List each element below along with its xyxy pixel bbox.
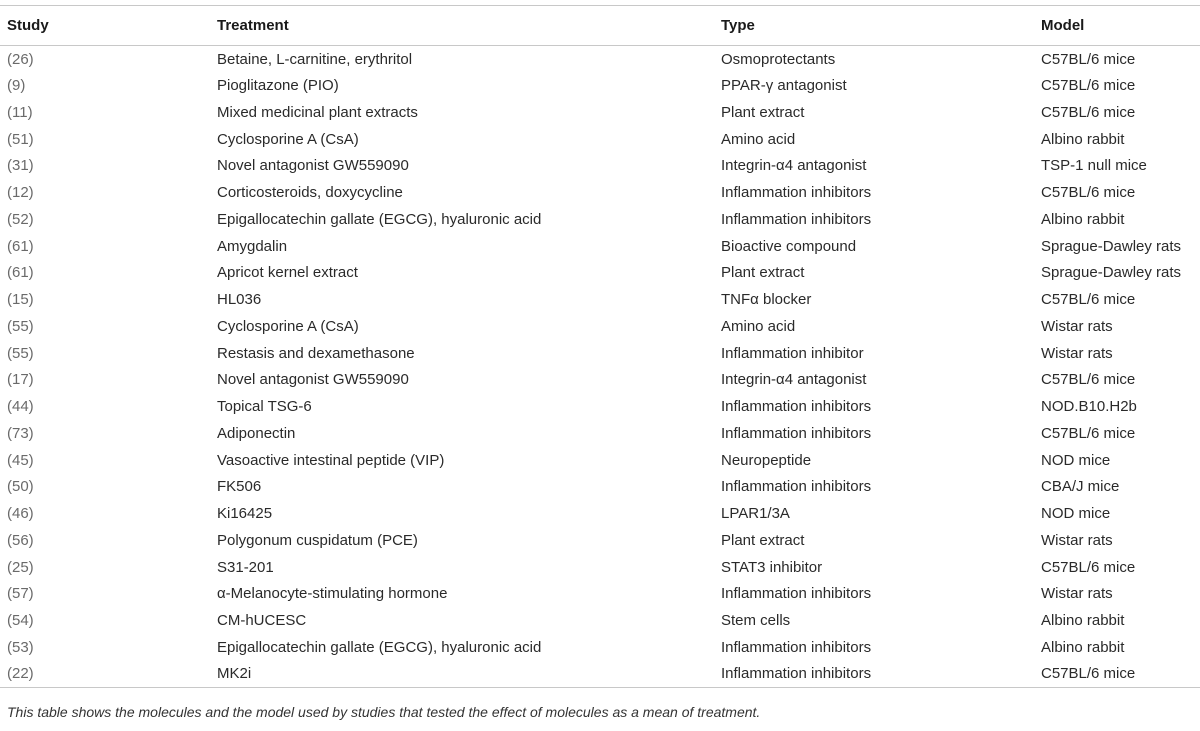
cell-model: Albino rabbit: [1041, 638, 1125, 656]
cell-model: C57BL/6 mice: [1041, 371, 1136, 389]
table-header: [0, 6, 1200, 46]
table-row: [0, 474, 1200, 501]
cell-treatment: S31-201: [217, 558, 274, 576]
cell-study: (53): [7, 638, 34, 656]
cell-treatment: α-Melanocyte-stimulating hormone: [217, 585, 448, 603]
table-row: [0, 153, 1200, 180]
table-caption: This table shows the molecules and the model used by studies that tested the effect of molecules as a mean of treatment.: [7, 704, 761, 720]
cell-type: Amino acid: [721, 317, 796, 335]
cell-study: (25): [7, 558, 34, 576]
table-row: [0, 367, 1200, 394]
cell-model: Albino rabbit: [1041, 612, 1125, 630]
cell-treatment: Novel antagonist GW559090: [217, 157, 409, 175]
cell-model: C57BL/6 mice: [1041, 291, 1136, 309]
table-row: [0, 206, 1200, 233]
cell-model: C57BL/6 mice: [1041, 558, 1136, 576]
cell-treatment: Restasis and dexamethasone: [217, 344, 415, 362]
cell-model: C57BL/6 mice: [1041, 424, 1136, 442]
cell-study: (31): [7, 157, 34, 175]
cell-treatment: Betaine, L-carnitine, erythritol: [217, 50, 413, 68]
cell-treatment: Epigallocatechin gallate (EGCG), hyaluronic acid: [217, 638, 542, 656]
cell-treatment: Cyclosporine A (CsA): [217, 317, 359, 335]
cell-type: Plant extract: [721, 103, 805, 121]
cell-model: Wistar rats: [1041, 317, 1113, 335]
cell-study: (55): [7, 344, 34, 362]
cell-treatment: Amygdalin: [217, 237, 288, 255]
header-model: Model: [1039, 6, 1200, 46]
cell-treatment: Cyclosporine A (CsA): [217, 130, 359, 148]
cell-study: (22): [0, 661, 210, 688]
cell-model: NOD mice: [1041, 505, 1111, 523]
treatment-table-container: [0, 5, 1200, 688]
cell-study: (61): [7, 237, 34, 255]
header-type: Type: [714, 6, 1039, 46]
table-row: [0, 340, 1200, 367]
table-row: [0, 126, 1200, 153]
cell-treatment: Epigallocatechin gallate (EGCG), hyaluronic acid: [217, 210, 542, 228]
cell-type: Inflammation inhibitors: [714, 661, 1039, 688]
cell-study: (15): [7, 291, 34, 309]
cell-model: Albino rabbit: [1041, 130, 1125, 148]
cell-type: STAT3 inhibitor: [721, 558, 823, 576]
table-row: [0, 233, 1200, 260]
table-row: [0, 260, 1200, 287]
table-row: [0, 527, 1200, 554]
cell-model: NOD mice: [1041, 451, 1111, 469]
table-row: [0, 554, 1200, 581]
cell-study: (52): [7, 210, 34, 228]
table-row: [0, 313, 1200, 340]
cell-model: C57BL/6 mice: [1039, 661, 1200, 688]
cell-model: Sprague-Dawley rats: [1041, 237, 1182, 255]
cell-type: Stem cells: [721, 612, 791, 630]
cell-study: (12): [7, 184, 34, 202]
cell-study: (50): [7, 478, 34, 496]
cell-study: (61): [7, 264, 34, 282]
cell-treatment: Ki16425: [217, 505, 273, 523]
table-row: [0, 46, 1200, 73]
cell-study: (26): [7, 50, 34, 68]
cell-type: Neuropeptide: [721, 451, 812, 469]
cell-type: Integrin-α4 antagonist: [721, 157, 867, 175]
cell-type: PPAR-γ antagonist: [721, 77, 847, 95]
cell-model: Albino rabbit: [1041, 210, 1125, 228]
cell-treatment: Corticosteroids, doxycycline: [217, 184, 403, 202]
cell-model: C57BL/6 mice: [1041, 184, 1136, 202]
cell-type: Inflammation inhibitors: [721, 424, 872, 442]
table-row: [0, 179, 1200, 206]
cell-type: Integrin-α4 antagonist: [721, 371, 867, 389]
cell-type: Amino acid: [721, 130, 796, 148]
cell-study: (44): [7, 398, 34, 416]
cell-treatment: Pioglitazone (PIO): [217, 77, 339, 95]
cell-study: (45): [7, 451, 34, 469]
table-row: [0, 634, 1200, 661]
cell-type: Plant extract: [721, 264, 805, 282]
cell-model: Wistar rats: [1041, 344, 1113, 362]
cell-treatment: Topical TSG-6: [217, 398, 312, 416]
cell-type: Osmoprotectants: [721, 50, 836, 68]
cell-type: Inflammation inhibitors: [721, 184, 872, 202]
table-row: [0, 99, 1200, 126]
cell-treatment: Novel antagonist GW559090: [217, 371, 409, 389]
cell-model: C57BL/6 mice: [1041, 77, 1136, 95]
cell-type: LPAR1/3A: [721, 505, 790, 523]
cell-study: (51): [7, 130, 34, 148]
cell-study: (46): [7, 505, 34, 523]
cell-model: Wistar rats: [1041, 531, 1113, 549]
cell-type: Inflammation inhibitor: [721, 344, 864, 362]
cell-study: (54): [7, 612, 34, 630]
header-study: Study: [0, 6, 210, 46]
cell-treatment: MK2i: [210, 661, 714, 688]
cell-treatment: FK506: [217, 478, 262, 496]
cell-model: Sprague-Dawley rats: [1041, 264, 1182, 282]
cell-study: (9): [7, 77, 26, 95]
cell-type: TNFα blocker: [721, 291, 812, 309]
table-row: [0, 581, 1200, 608]
cell-study: (73): [7, 424, 34, 442]
cell-study: (55): [7, 317, 34, 335]
cell-type: Bioactive compound: [721, 237, 857, 255]
cell-study: (56): [7, 531, 34, 549]
cell-model: CBA/J mice: [1041, 478, 1120, 496]
cell-treatment: CM-hUCESC: [217, 612, 307, 630]
table-row: [0, 420, 1200, 447]
table-row: [0, 286, 1200, 313]
cell-type: Inflammation inhibitors: [721, 638, 872, 656]
cell-type: Inflammation inhibitors: [721, 478, 872, 496]
cell-treatment: Mixed medicinal plant extracts: [217, 103, 418, 121]
cell-study: (17): [7, 371, 34, 389]
cell-study: (11): [7, 103, 33, 121]
cell-type: Inflammation inhibitors: [721, 398, 872, 416]
table-row: [0, 500, 1200, 527]
table-row: [0, 393, 1200, 420]
header-row: [0, 6, 1200, 46]
cell-treatment: Polygonum cuspidatum (PCE): [217, 531, 418, 549]
cell-model: C57BL/6 mice: [1041, 50, 1136, 68]
cell-study: (57): [7, 585, 34, 603]
table-body: [0, 46, 1200, 688]
cell-model: NOD.B10.H2b: [1041, 398, 1137, 416]
cell-model: TSP-1 null mice: [1041, 157, 1147, 175]
table-row: [0, 72, 1200, 99]
cell-treatment: Adiponectin: [217, 424, 296, 442]
cell-type: Inflammation inhibitors: [721, 210, 872, 228]
cell-model: Wistar rats: [1041, 585, 1113, 603]
cell-treatment: Apricot kernel extract: [217, 264, 358, 282]
table-row: [0, 607, 1200, 634]
cell-type: Plant extract: [721, 531, 805, 549]
cell-model: C57BL/6 mice: [1041, 103, 1136, 121]
cell-treatment: HL036: [217, 291, 262, 309]
cell-treatment: Vasoactive intestinal peptide (VIP): [217, 451, 445, 469]
table-row: [0, 661, 1200, 688]
header-treatment: Treatment: [210, 6, 714, 46]
treatment-table: [0, 5, 1200, 688]
table-row: [0, 447, 1200, 474]
cell-type: Inflammation inhibitors: [721, 585, 872, 603]
